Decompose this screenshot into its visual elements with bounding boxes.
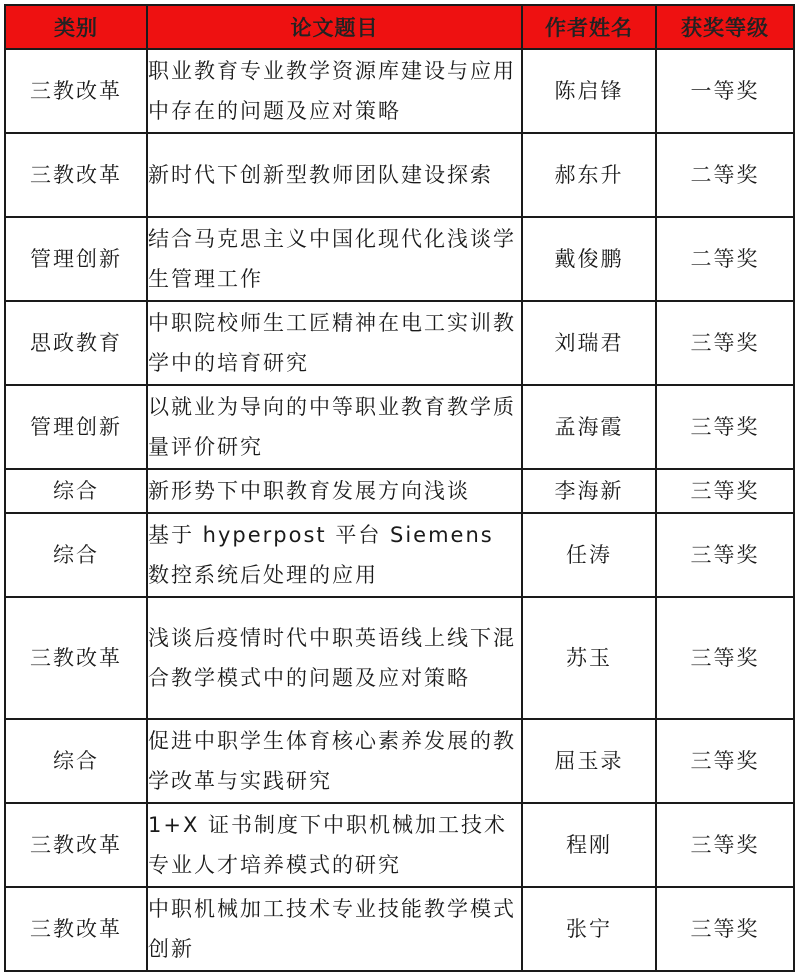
cell-title: 中职机械加工技术专业技能教学模式创新 — [148, 897, 516, 961]
cell-category: 管理创新 — [5, 217, 147, 301]
cell-category: 三教改革 — [5, 133, 147, 217]
table-row — [5, 385, 794, 469]
cell-title-wrap — [147, 513, 522, 597]
cell-title: 基于 hyperpost 平台 Siemens 数控系统后处理的应用 — [148, 523, 494, 587]
cell-title: 结合马克思主义中国化现代化浅谈学生管理工作 — [148, 227, 516, 291]
cell-category: 三教改革 — [5, 887, 147, 971]
cell-author: 李海新 — [522, 469, 656, 513]
cell-category: 三教改革 — [5, 597, 147, 719]
cell-category: 综合 — [5, 469, 147, 513]
cell-award: 二等奖 — [656, 133, 794, 217]
cell-title-wrap — [147, 803, 522, 887]
cell-title-wrap — [147, 469, 522, 513]
cell-category: 思政教育 — [5, 301, 147, 385]
cell-author: 张宁 — [522, 887, 656, 971]
cell-award: 三等奖 — [656, 301, 794, 385]
table-row — [5, 513, 794, 597]
cell-title-wrap — [147, 49, 522, 133]
cell-category: 三教改革 — [5, 803, 147, 887]
cell-title: 1+X 证书制度下中职机械加工技术专业人才培养模式的研究 — [148, 813, 508, 877]
cell-title: 促进中职学生体育核心素养发展的教学改革与实践研究 — [148, 729, 516, 793]
cell-award: 三等奖 — [656, 385, 794, 469]
cell-award: 三等奖 — [656, 803, 794, 887]
cell-title-wrap — [147, 301, 522, 385]
header-author: 作者姓名 — [522, 5, 656, 49]
cell-author: 苏玉 — [522, 597, 656, 719]
cell-category: 综合 — [5, 513, 147, 597]
header-category: 类别 — [5, 5, 147, 49]
cell-title: 新形势下中职教育发展方向浅谈 — [148, 479, 470, 503]
cell-category: 管理创新 — [5, 385, 147, 469]
table-row — [5, 803, 794, 887]
cell-title-wrap — [147, 719, 522, 803]
cell-title-wrap — [147, 133, 522, 217]
table-row — [5, 469, 794, 513]
table-row — [5, 301, 794, 385]
cell-award: 三等奖 — [656, 719, 794, 803]
header-title: 论文题目 — [147, 5, 522, 49]
cell-title: 中职院校师生工匠精神在电工实训教学中的培育研究 — [148, 311, 516, 375]
cell-author: 刘瑞君 — [522, 301, 656, 385]
cell-title-wrap — [147, 597, 522, 719]
cell-award: 三等奖 — [656, 597, 794, 719]
table-row — [5, 719, 794, 803]
cell-author: 孟海霞 — [522, 385, 656, 469]
cell-title-wrap — [147, 217, 522, 301]
table-row — [5, 887, 794, 971]
cell-author: 戴俊鹏 — [522, 217, 656, 301]
table-row — [5, 49, 794, 133]
cell-title: 职业教育专业教学资源库建设与应用中存在的问题及应对策略 — [148, 59, 516, 123]
cell-title: 新时代下创新型教师团队建设探索 — [148, 163, 493, 187]
cell-title: 浅谈后疫情时代中职英语线上线下混合教学模式中的问题及应对策略 — [148, 626, 516, 690]
cell-award: 三等奖 — [656, 513, 794, 597]
cell-title: 以就业为导向的中等职业教育教学质量评价研究 — [148, 395, 516, 459]
cell-award: 二等奖 — [656, 217, 794, 301]
cell-author: 程刚 — [522, 803, 656, 887]
cell-title-wrap — [147, 385, 522, 469]
cell-award: 三等奖 — [656, 887, 794, 971]
cell-author: 任涛 — [522, 513, 656, 597]
cell-author: 陈启锋 — [522, 49, 656, 133]
header-row — [5, 5, 794, 49]
table-row — [5, 597, 794, 719]
table-row — [5, 217, 794, 301]
table-row — [5, 133, 794, 217]
awards-table — [4, 4, 795, 972]
cell-award: 三等奖 — [656, 469, 794, 513]
cell-author: 屈玉录 — [522, 719, 656, 803]
cell-category: 综合 — [5, 719, 147, 803]
cell-award: 一等奖 — [656, 49, 794, 133]
cell-author: 郝东升 — [522, 133, 656, 217]
cell-category: 三教改革 — [5, 49, 147, 133]
header-award: 获奖等级 — [656, 5, 794, 49]
cell-title-wrap — [147, 887, 522, 971]
